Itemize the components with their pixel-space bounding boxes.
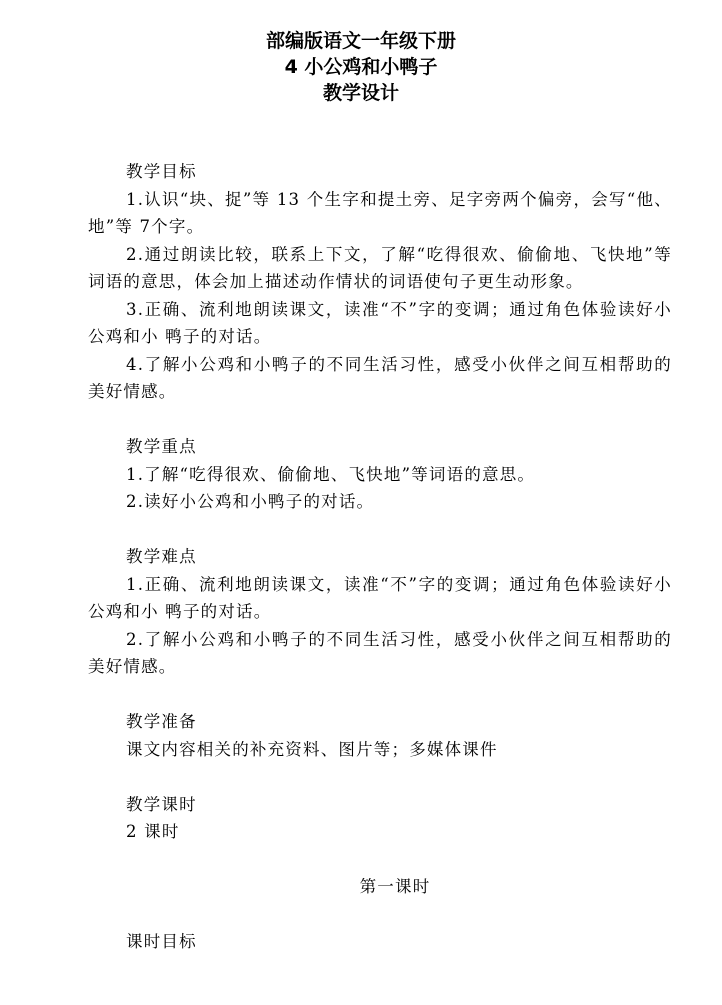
preparation-text: 课文内容相关的补充资料、图片等；多媒体课件: [126, 739, 498, 759]
first-period-heading: 第一课时: [359, 877, 431, 896]
document-body: [88, 158, 672, 956]
section-spacer: [88, 763, 672, 791]
section-spacer: [88, 516, 672, 544]
title-line-grade: 部编版语文一年级下册: [265, 30, 456, 52]
title-line-design: 教学设计: [322, 82, 399, 104]
section-spacer: [88, 901, 672, 929]
periods-heading: 教学课时: [126, 794, 197, 814]
period-objectives-heading: 课时目标: [126, 932, 197, 951]
key-point-item-1: 1.了解“吃得很欢、偷偷地、飞快地”等词语的意思。: [126, 464, 536, 484]
section-spacer: [88, 846, 672, 874]
title-line-lesson: 4 小公鸡和小鸭子: [284, 56, 438, 78]
difficulty-item-2: 2.了解小公鸡和小鸭子的不同生活习性，感受小伙伴之间互相帮助的美好情感。: [88, 629, 672, 676]
difficulties-heading: 教学难点: [126, 547, 197, 566]
objective-item-4: 4.了解小公鸡和小鸭子的不同生活习性，感受小伙伴之间互相帮助的美好情感。: [88, 354, 672, 401]
preparation-heading: 教学准备: [126, 712, 197, 731]
objective-item-3: 3.正确、流利地朗读课文，读准“不”字的变调；通过角色体验读好小公鸡和小 鸭子的对话。: [88, 299, 672, 346]
key-point-item-2: 2.读好小公鸡和小鸭子的对话。: [126, 492, 375, 511]
section-spacer: [88, 406, 672, 434]
section-spacer: [88, 681, 672, 709]
document-title: [0, 28, 722, 106]
objective-item-1: 1.认识“块、捉”等 13 个生字和提土旁、足字旁两个偏旁，会写“他、地”等 7个字。: [88, 189, 672, 236]
periods-text: 2 课时: [126, 822, 180, 841]
difficulty-item-1: 1.正确、流利地朗读课文，读准“不”字的变调；通过角色体验读好小公鸡和小 鸭子的对话。: [88, 574, 672, 621]
objective-item-2: 2.通过朗读比较，联系上下文，了解“吃得很欢、偷偷地、飞快地”等词语的意思，体会加上描述动作情状的词语使句子更生动形象。: [88, 244, 672, 291]
key-points-heading: 教学重点: [126, 437, 197, 456]
objectives-heading: 教学目标: [126, 162, 197, 181]
